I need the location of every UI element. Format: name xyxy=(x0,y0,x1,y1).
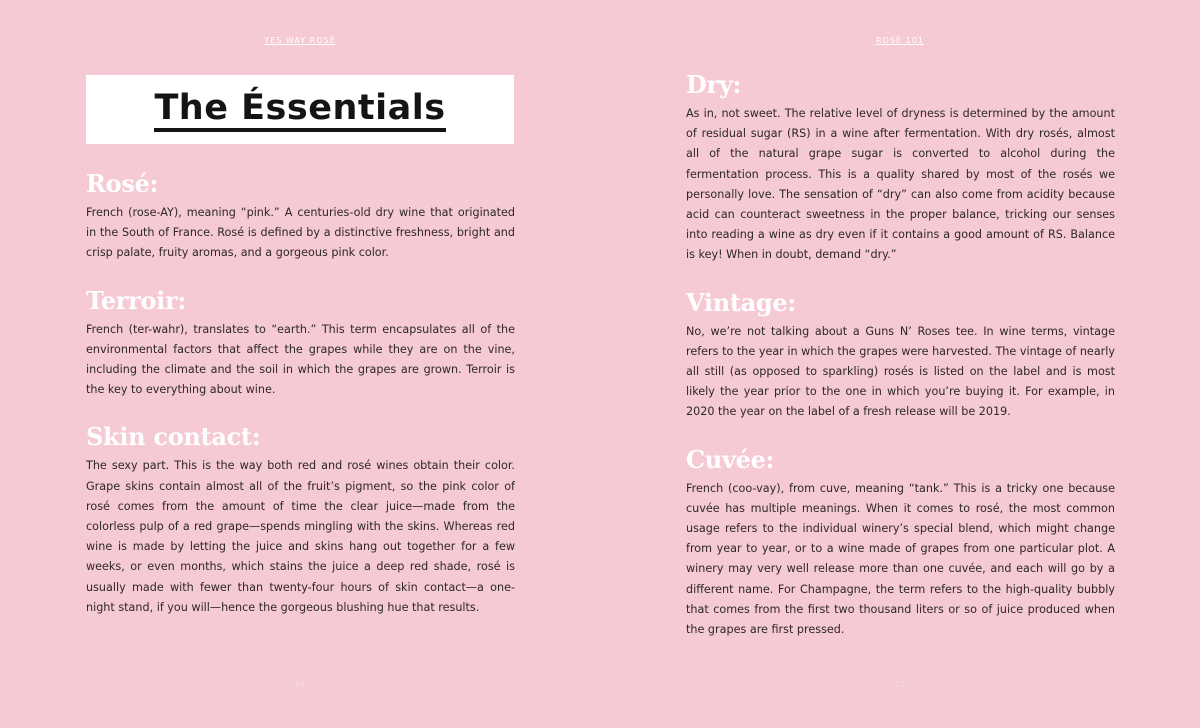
running-head-right: ROSÉ 101 xyxy=(876,36,924,45)
glossary-definition: No, we’re not talking about a Guns N’ Roses tee. In wine terms, vintage refers to the year in which the grapes were harvested. The vintage of nearly all still (as opposed to sparkling) rosés is listed on the label and is most likely the year prior to the one in which you’re buying it. For example, in 2020 the year on the label of a fresh release will be 2019. xyxy=(686,324,1115,419)
glossary-term: Cuvée: xyxy=(686,444,775,474)
glossary-definition: French (ter-wahr), translates to “earth.” This term encapsulates all of the environmental factors that affect the grapes while they are on the vine, including the climate and the soil in which the grapes are grown. Terroir is the key to everything about wine. xyxy=(86,322,515,397)
glossary-term: Rosé: xyxy=(86,169,159,198)
glossary-definition: French (coo-vay), from cuve, meaning “tank.” This is a tricky one because cuvée has multiple meanings. When it comes to rosé, the most common usage refers to the individual winery’s special blend, which might change from year to year, or to a wine made of grapes from one particular plot. A winery may very well release more than one cuvée, and each will go by a different name. For Champagne, the term refers to the high-quality bubbly that comes from the first two thousand liters or so of juice produced when the grapes are first pressed. xyxy=(686,481,1115,637)
glossary-definition: As in, not sweet. The relative level of dryness is determined by the amount of residual sugar (RS) in a wine after fermentation. With dry rosés, almost all of the natural grape sugar is converted to alcohol during the fermentation process. This is a quality shared by most of the rosés we personally love. The sensation of “dry” can also come from acidity because acid can counteract sweetness in the proper balance, tricking our senses into reading a wine as dry even if it contains a good amount of RS. Balance is key! When in doubt, demand “dry.” xyxy=(686,107,1115,262)
glossary-entry-skin-contact xyxy=(86,422,515,618)
title-box xyxy=(86,75,514,144)
left-column xyxy=(86,169,515,618)
glossary-term: Vintage: xyxy=(686,287,796,317)
running-head-left: YES WAY ROSÉ xyxy=(264,36,336,45)
glossary-term: Dry: xyxy=(686,70,742,99)
right-page xyxy=(600,0,1200,728)
glossary-definition: French (rose-AY), meaning “pink.” A centuries-old dry wine that originated in the South of France. Rosé is defined by a distinctive freshness, bright and crisp palate, fruity aromas, and a gorgeous pink color. xyxy=(86,206,515,260)
glossary-entry-rose xyxy=(86,169,515,264)
glossary-entry-vintage xyxy=(686,288,1115,423)
glossary-entry-cuvee xyxy=(686,445,1115,641)
page-title: The Éssentials xyxy=(154,88,445,132)
glossary-definition: The sexy part. This is the way both red and rosé wines obtain their color. Grape skins contain almost all of the fruit’s pigment, so the pink color of rosé comes from the amount of time the clear juice—made from the colorless pulp of a red grape—spends mingling with the skins. Whereas red wine is made by letting the juice and skins hang out together for a few weeks, or even months, which stains the juice a deep red shade, rosé is usually made with fewer than twenty-four hours of skin contact—a one-night stand, if you will—hence the gorgeous blushing hue that results. xyxy=(86,459,515,614)
right-column xyxy=(686,70,1115,640)
page-number-left: 26 xyxy=(294,680,306,689)
page-number-right: 27 xyxy=(894,680,906,689)
glossary-term: Terroir: xyxy=(86,285,186,315)
glossary-entry-terroir xyxy=(86,286,515,401)
glossary-entry-dry xyxy=(686,70,1115,266)
glossary-term: Skin contact: xyxy=(86,422,261,452)
